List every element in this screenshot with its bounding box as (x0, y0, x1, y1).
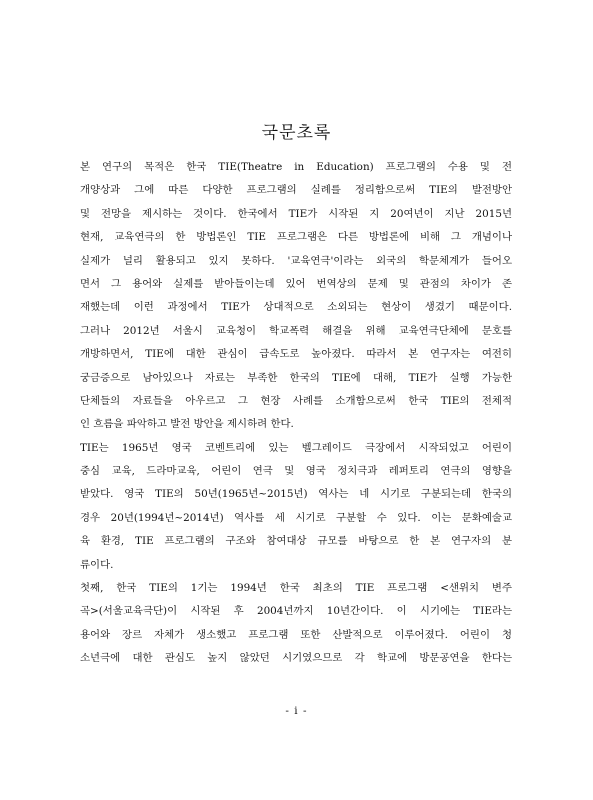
text-line: 곡>(서울교육극단)이 시작된 후 2004년까지 10년간이다. 이 시기에는 TIE라는 (80, 605, 512, 618)
text-line: 용어와 장르 자체가 생소했고 프로그램 또한 산발적으로 이루어졌다. 어린이 청 (80, 628, 512, 641)
text-line: 그러나 2012년 서울시 교육청이 학교폭력 해결을 위해 교육연극단체에 문호를 (80, 324, 512, 337)
text-line: 실제가 널리 활용되고 있지 못하다. '교육연극'이라는 외국의 학문체계가 들어오 (80, 254, 512, 267)
text-line: 현재, 교육연극의 한 방법론인 TIE 프로그램은 다른 방법론에 비해 그 개념이나 (80, 231, 512, 244)
text-line: 육 환경, TIE 프로그램의 구조와 참여대상 규모를 바탕으로 한 본 연구자의 분 (80, 535, 512, 548)
page-number: - i - (285, 705, 308, 717)
text-line: 본 연구의 목적은 한국 TIE(Theatre in Education) 프로그램의 수용 및 전 (80, 161, 512, 173)
text-line: 중심 교육, 드라마교육, 어린이 연극 및 영국 정치극과 레퍼토리 연극의 영향을 (80, 465, 512, 478)
text-line: 궁금증으로 남아있으나 자료는 부족한 한국의 TIE에 대해, TIE가 실행 가능한 (80, 371, 512, 384)
text-line: 및 전망을 제시하는 것이다. 한국에서 TIE가 시작된 지 20여년이 지난 2015년 (80, 207, 512, 220)
text-line: 인 흐름을 파악하고 발전 방안을 제시하려 한다. (80, 418, 294, 431)
text-line: 개양상과 그에 따른 다양한 프로그램의 실례를 정리함으로써 TIE의 발전방안 (80, 184, 512, 197)
text-line: 면서 그 용어와 실제를 받아들이는데 있어 번역상의 문제 및 관점의 차이가 존 (80, 277, 512, 290)
text-line: 경우 20년(1994년~2014년) 역사를 세 시기로 구분할 수 있다. 이는 문화예술교 (80, 511, 512, 524)
text-line: 단체들의 자료들을 아우르고 그 현장 사례를 소개함으로써 한국 TIE의 전체적 (80, 394, 512, 407)
text-line: 재했는데 이런 과정에서 TIE가 상대적으로 소외되는 현상이 생겼기 때문이다. (80, 301, 512, 314)
text-line: 첫째, 한국 TIE의 1기는 1994년 한국 최초의 TIE 프로그램 <샌위치 변주 (80, 582, 512, 595)
abstract-title: 국문초록 (261, 123, 332, 143)
text-line: TIE는 1965년 영국 코벤트리에 있는 벨그레이드 극장에서 시작되었고 어린이 (80, 441, 512, 454)
text-line: 류이다. (80, 558, 114, 571)
text-line: 소년극에 대한 관심도 높지 않았던 시기였으므로 각 학교에 방문공연을 한다는 (80, 652, 512, 665)
text-line: 개방하면서, TIE에 대한 관심이 급속도로 높아졌다. 따라서 본 연구자는 여전히 (80, 348, 512, 361)
abstract-body (80, 156, 512, 671)
text-line: 받았다. 영국 TIE의 50년(1965년~2015년) 역사는 네 시기로 구분되는데 한국의 (80, 488, 512, 501)
